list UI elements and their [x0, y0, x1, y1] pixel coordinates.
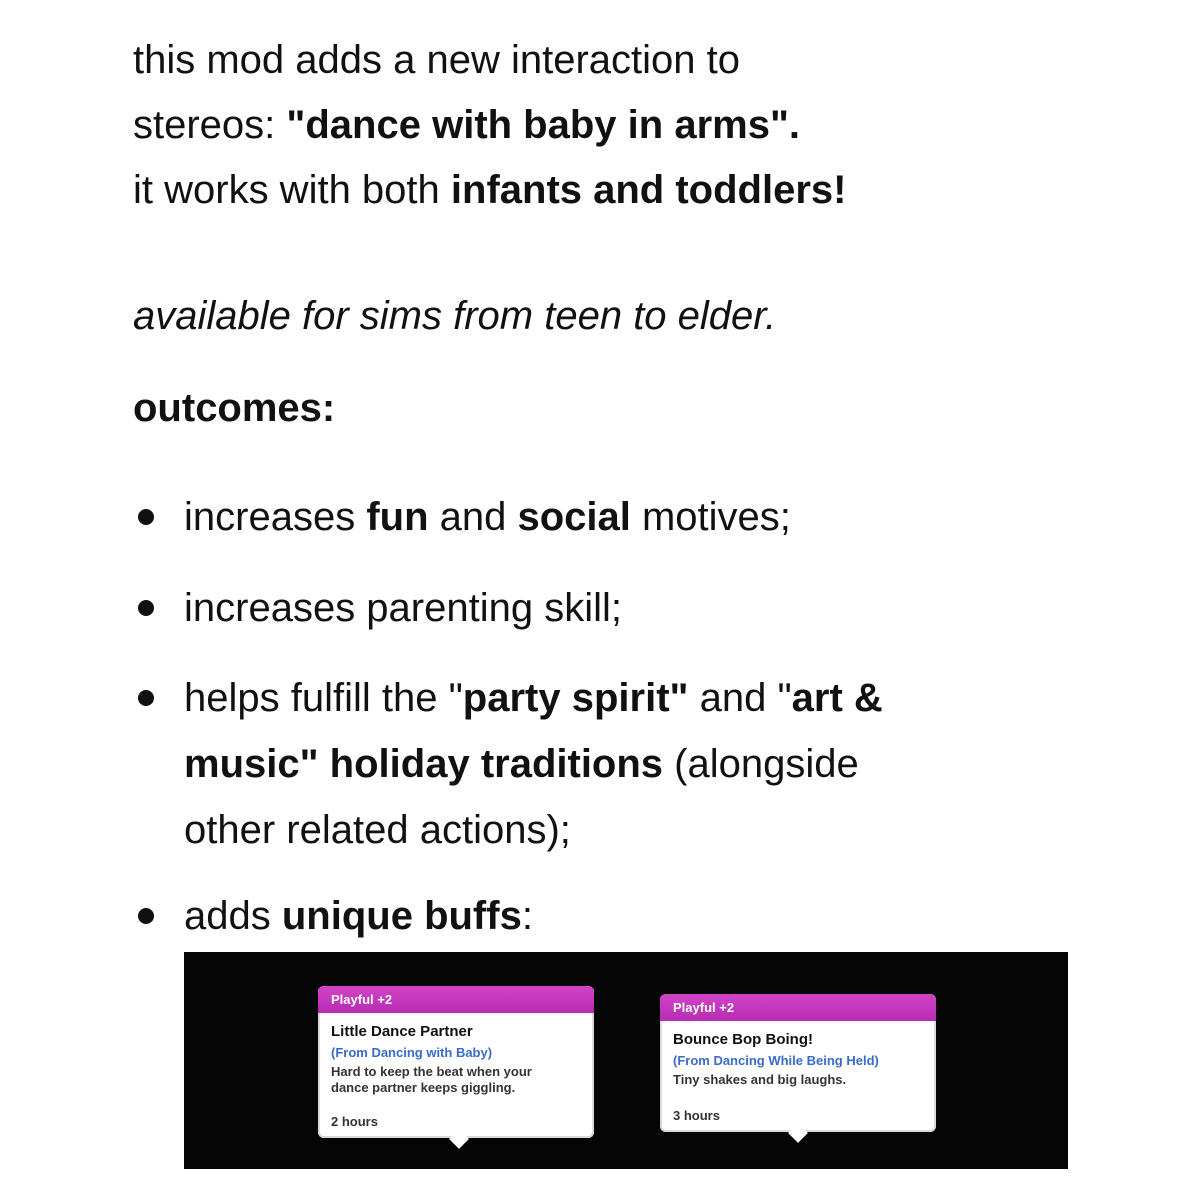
bold-segment: fun [366, 495, 429, 539]
bold-segment: art & [791, 676, 883, 720]
text-segment: (alongside [663, 742, 859, 786]
outcome-item-skill [130, 575, 1090, 641]
intro-line-2-prefix: stereos: [133, 103, 287, 147]
text-segment: other related actions); [184, 808, 571, 852]
outcome-text [184, 665, 1090, 863]
outcome-item-buffs [130, 883, 1090, 949]
intro-line-1-text: this mod adds a new interaction to [133, 38, 741, 82]
intro-line-3 [133, 158, 1133, 223]
interaction-name: "dance with baby in arms". [286, 103, 801, 147]
bullet-dot-icon [138, 509, 154, 525]
buff-card-header: Playful +2 [660, 994, 936, 1021]
bullet-dot-icon [138, 908, 154, 924]
description-line: Hard to keep the beat when your [331, 1064, 532, 1079]
buff-card-title: Little Dance Partner [331, 1023, 473, 1040]
outcome-item-motives [130, 484, 1090, 550]
bold-segment: music" holiday traditions [184, 742, 664, 786]
text-segment: and [428, 495, 518, 539]
text-segment: increases [184, 495, 367, 539]
bold-segment: party spirit" [462, 676, 689, 720]
buff-card-duration: 2 hours [331, 1114, 378, 1129]
buff-card-little-dance-partner [318, 986, 594, 1138]
outcome-text [184, 484, 1090, 550]
buff-card-header: Playful +2 [318, 986, 594, 1013]
text-segment: and " [688, 676, 792, 720]
intro-line-2 [133, 93, 1133, 158]
outcome-item-traditions [130, 665, 1090, 863]
buff-screenshot-panel [184, 952, 1068, 1169]
intro-text [133, 28, 1133, 223]
availability-note: available for sims from teen to elder. [133, 294, 777, 338]
buff-card-body [660, 1021, 936, 1088]
text-segment: motives; [630, 495, 791, 539]
buff-card-source: (From Dancing While Being Held) [673, 1053, 879, 1068]
bullet-dot-icon [138, 600, 154, 616]
outcome-text [184, 883, 1090, 949]
bold-segment: social [517, 495, 631, 539]
outcomes-heading: outcomes: [133, 386, 336, 430]
text-segment: : [521, 894, 533, 938]
description-line: dance partner keeps giggling. [331, 1080, 516, 1095]
intro-line-1 [133, 28, 1133, 93]
buff-card-description [331, 1064, 581, 1096]
supported-ages: infants and toddlers! [450, 168, 847, 212]
buff-card-bounce-bop-boing [660, 994, 936, 1132]
buff-card-body [318, 1013, 594, 1096]
buff-card-title: Bounce Bop Boing! [673, 1031, 813, 1048]
text-segment: helps fulfill the " [184, 676, 463, 720]
bullet-dot-icon [138, 690, 154, 706]
buff-card-description: Tiny shakes and big laughs. [673, 1072, 847, 1087]
bold-segment: unique buffs [281, 894, 522, 938]
buff-card-source: (From Dancing with Baby) [331, 1045, 493, 1060]
buff-card-duration: 3 hours [673, 1108, 720, 1123]
intro-line-3-prefix: it works with both [133, 168, 451, 212]
outcome-text: increases parenting skill; [184, 586, 622, 630]
text-segment: adds [184, 894, 282, 938]
